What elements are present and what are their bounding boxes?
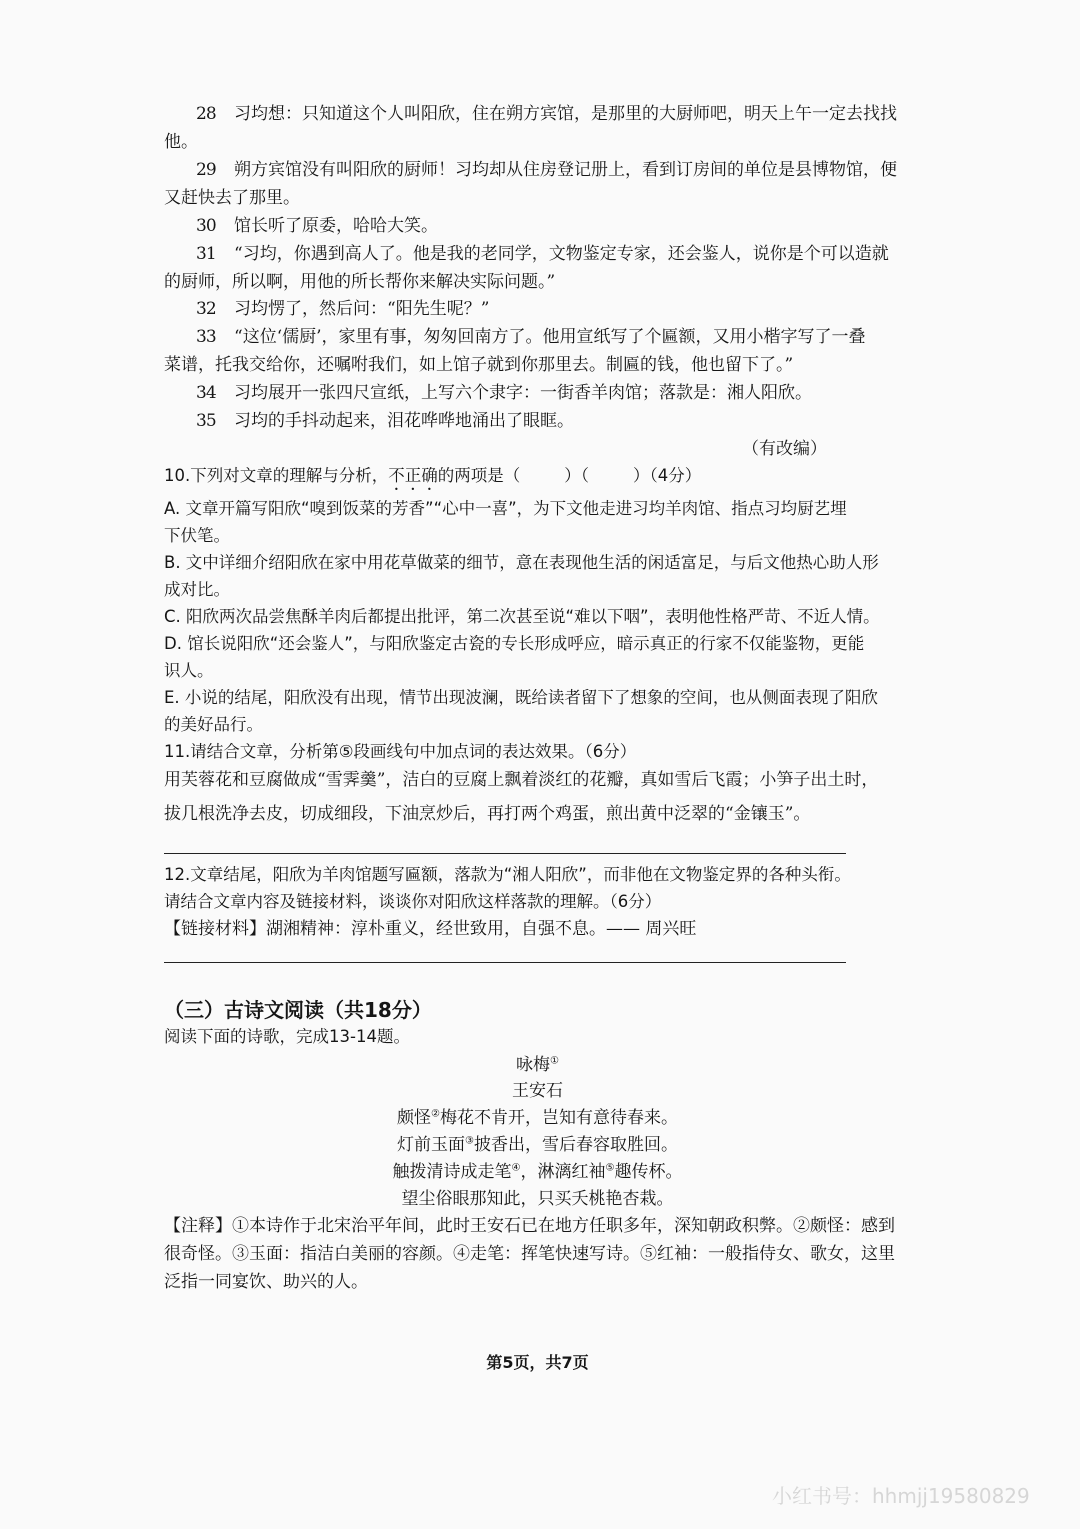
para-35: 35 习均的手抖动起来，泪花哗哗地涌出了眼眶。 — [196, 408, 574, 434]
para-31-cont: 的厨师，所以啊，用他的所长帮你来解决实际问题。” — [164, 272, 556, 292]
para-number: 31 — [196, 244, 216, 264]
q11-quote-line-2: 拔几根洗净去皮，切成细段，下油烹炒后，再打两个鸡蛋，煎出黄中泛翠的“金镶玉”。 — [164, 804, 811, 824]
q10-option-b-cont: 成对比。 — [164, 580, 230, 599]
q10-option-b: B. 文中详细介绍阳欣在家中用花草做菜的细节，意在表现他生活的闲适富足，与后文他热心助人形 — [164, 553, 879, 572]
page-footer: 第5页，共7页 — [486, 1353, 589, 1372]
q12-stem-line-1: 12.文章结尾，阳欣为羊肉馆题写匾额，落款为“湘人阳欣”，而非他在文物鉴定界的各种头衔。 — [164, 865, 851, 884]
q10-option-a: A. 文章开篇写阳欣“嗅到饭菜的芳香”“心中一喜”，为下文他走进习均羊肉馆、指点习均厨艺埋 — [164, 499, 847, 518]
para-31: 31 “习均，你遇到高人了。他是我的老同学，文物鉴定专家，还会鉴人，说你是个可以造就 — [196, 241, 889, 267]
para-32: 32 习均愣了，然后问：“阳先生呢？” — [196, 296, 489, 322]
q10-option-d-cont: 识人。 — [164, 661, 214, 680]
poem-title: 咏梅① — [516, 1055, 559, 1075]
para-30: 30 馆长听了原委，哈哈大笑。 — [196, 213, 438, 239]
q12-link-material: 【链接材料】湖湘精神：淳朴重义，经世致用，自强不息。—— 周兴旺 — [164, 919, 697, 939]
q10-option-e: E. 小说的结尾，阳欣没有出现，情节出现波澜，既给读者留下了想象的空间，也从侧面表现了阳欣 — [164, 688, 878, 707]
answer-line-q12[interactable] — [164, 962, 846, 963]
q11-stem: 11.请结合文章，分析第⑤段画线句中加点词的表达效果。（6分） — [164, 742, 637, 761]
answer-line-q11[interactable] — [164, 853, 846, 854]
poem-line-4: 望尘俗眼那知此，只买夭桃艳杏栽。 — [401, 1189, 674, 1209]
para-number: 35 — [196, 411, 216, 431]
para-33: 33 “这位‘儒厨’，家里有事，匆匆回南方了。他用宣纸写了个匾额，又用小楷字写了一叠 — [196, 324, 866, 350]
section-intro: 阅读下面的诗歌，完成13-14题。 — [164, 1027, 410, 1046]
q10-option-a-cont: 下伏笔。 — [164, 526, 230, 545]
para-34: 34 习均展开一张四尺宣纸，上写六个隶字：一街香羊肉馆；落款是：湘人阳欣。 — [196, 380, 812, 406]
para-29: 29 朔方宾馆没有叫阳欣的厨师！习均却从住房登记册上，看到订房间的单位是县博物馆，便 — [196, 157, 897, 183]
poem-line-3: 触拨清诗成走笔④，淋漓红袖⑤趣传杯。 — [392, 1162, 683, 1182]
para-28-cont: 他。 — [164, 132, 198, 152]
q12-stem-line-2: 请结合文章内容及链接材料，谈谈你对阳欣这样落款的理解。（6分） — [164, 892, 662, 911]
poem-line-1: 颇怪②梅花不肯开，岂知有意待春来。 — [397, 1108, 678, 1128]
q11-quote-line-1: 用芙蓉花和豆腐做成“雪霁羹”，洁白的豆腐上飘着淡红的花瓣，真如雪后飞霞；小笋子出土时， — [164, 770, 879, 790]
para-number: 33 — [196, 327, 216, 347]
notes-line-1: 【注释】①本诗作于北宋治平年间，此时王安石已在地方任职多年，深知朝政积弊。②颇怪：感到 — [164, 1216, 895, 1236]
notes-line-3: 泛指一同宴饮、助兴的人。 — [164, 1272, 368, 1292]
q10-option-c: C. 阳欣两次品尝焦酥羊肉后都提出批评，第二次甚至说“难以下咽”，表明他性格严苛、不近人情。 — [164, 607, 880, 626]
watermark: 小红书号：hhmjj19580829 — [772, 1484, 1030, 1508]
para-number: 30 — [196, 216, 216, 236]
para-number: 29 — [196, 160, 216, 180]
poem-author: 王安石 — [512, 1081, 563, 1101]
notes-line-2: 很奇怪。③玉面：指洁白美丽的容颜。④走笔：挥笔快速写诗。⑤红袖：一般指侍女、歌女，这里 — [164, 1244, 895, 1264]
para-number: 32 — [196, 299, 216, 319]
poem-line-2: 灯前玉面③披香出，雪后春容取胜回。 — [397, 1135, 678, 1155]
q10-stem: 10.下列对文章的理解与分析，不正确的两项是（ ）（ ）（4分） — [164, 466, 702, 485]
para-number: 34 — [196, 383, 216, 403]
para-28: 28 习均想：只知道这个人叫阳欣，住在朔方宾馆，是那里的大厨师吧，明天上午一定去找找 — [196, 101, 897, 127]
source-note: （有改编） — [742, 439, 827, 459]
section-heading: （三）古诗文阅读（共18分） — [164, 998, 432, 1022]
para-29-cont: 又赶快去了那里。 — [164, 188, 300, 208]
q10-option-e-cont: 的美好品行。 — [164, 715, 263, 734]
q10-option-d: D. 馆长说阳欣“还会鉴人”，与阳欣鉴定古瓷的专长形成呼应，暗示真正的行家不仅能鉴物，更能 — [164, 634, 865, 653]
para-33-cont: 菜谱，托我交给你，还嘱咐我们，如上馆子就到你那里去。制匾的钱，他也留下了。” — [164, 355, 794, 375]
para-number: 28 — [196, 104, 216, 124]
